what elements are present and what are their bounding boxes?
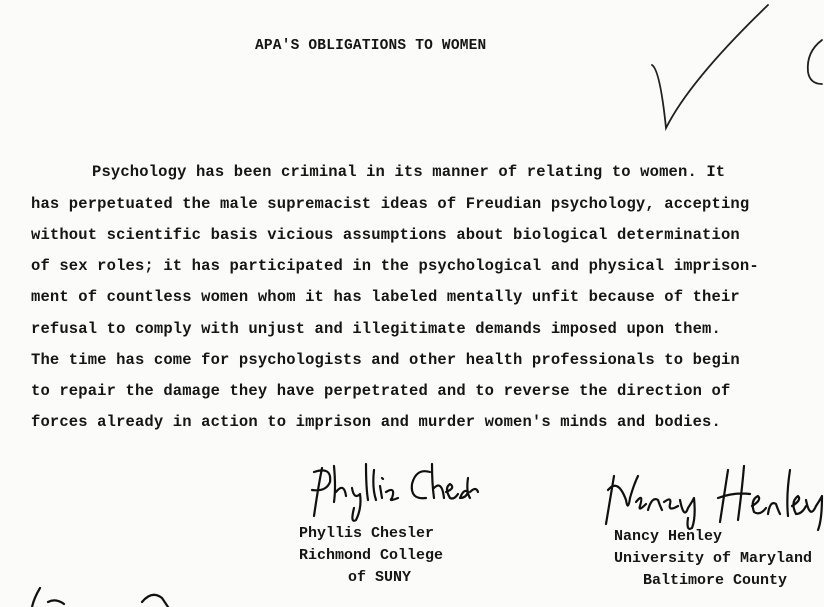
paragraph-line: The time has come for psychologists and other health professionals to begin bbox=[31, 351, 740, 369]
paragraph-line: to repair the damage they have perpetrated and to reverse the direction of bbox=[31, 382, 731, 400]
signatory-affiliation: Baltimore County bbox=[643, 572, 788, 589]
signatory-affiliation: University of Maryland bbox=[614, 550, 813, 567]
signatory-name: Nancy Henley bbox=[614, 528, 723, 545]
signatory-name: Phyllis Chesler bbox=[299, 525, 435, 542]
paragraph-line: ment of countless women whom it has labeled mentally unfit because of their bbox=[31, 288, 740, 306]
paragraph-line: Psychology has been criminal in its manner of relating to women. It bbox=[92, 163, 726, 181]
paragraph-line: has perpetuated the male supremacist ideas of Freudian psychology, accepting bbox=[31, 195, 750, 213]
document-title: APA'S OBLIGATIONS TO WOMEN bbox=[255, 38, 487, 54]
signatory-block-chesler bbox=[299, 523, 443, 589]
signature-phyllis-chesler bbox=[300, 458, 480, 528]
paragraph-line: refusal to comply with unjust and illegitimate demands imposed upon them. bbox=[31, 320, 721, 338]
partial-signature-icon bbox=[22, 586, 172, 607]
paragraph-line: forces already in action to imprison and murder women's minds and bodies. bbox=[31, 413, 721, 431]
signatory-block-henley bbox=[614, 526, 812, 592]
signatory-affiliation: Richmond College bbox=[299, 547, 444, 564]
paragraph-line: of sex roles; it has participated in the psychological and physical imprison- bbox=[31, 257, 759, 275]
paragraph-line: without scientific basis vicious assumptions about biological determination bbox=[31, 226, 740, 244]
signatory-affiliation: of SUNY bbox=[348, 569, 412, 586]
signature-nancy-henley bbox=[600, 460, 824, 532]
